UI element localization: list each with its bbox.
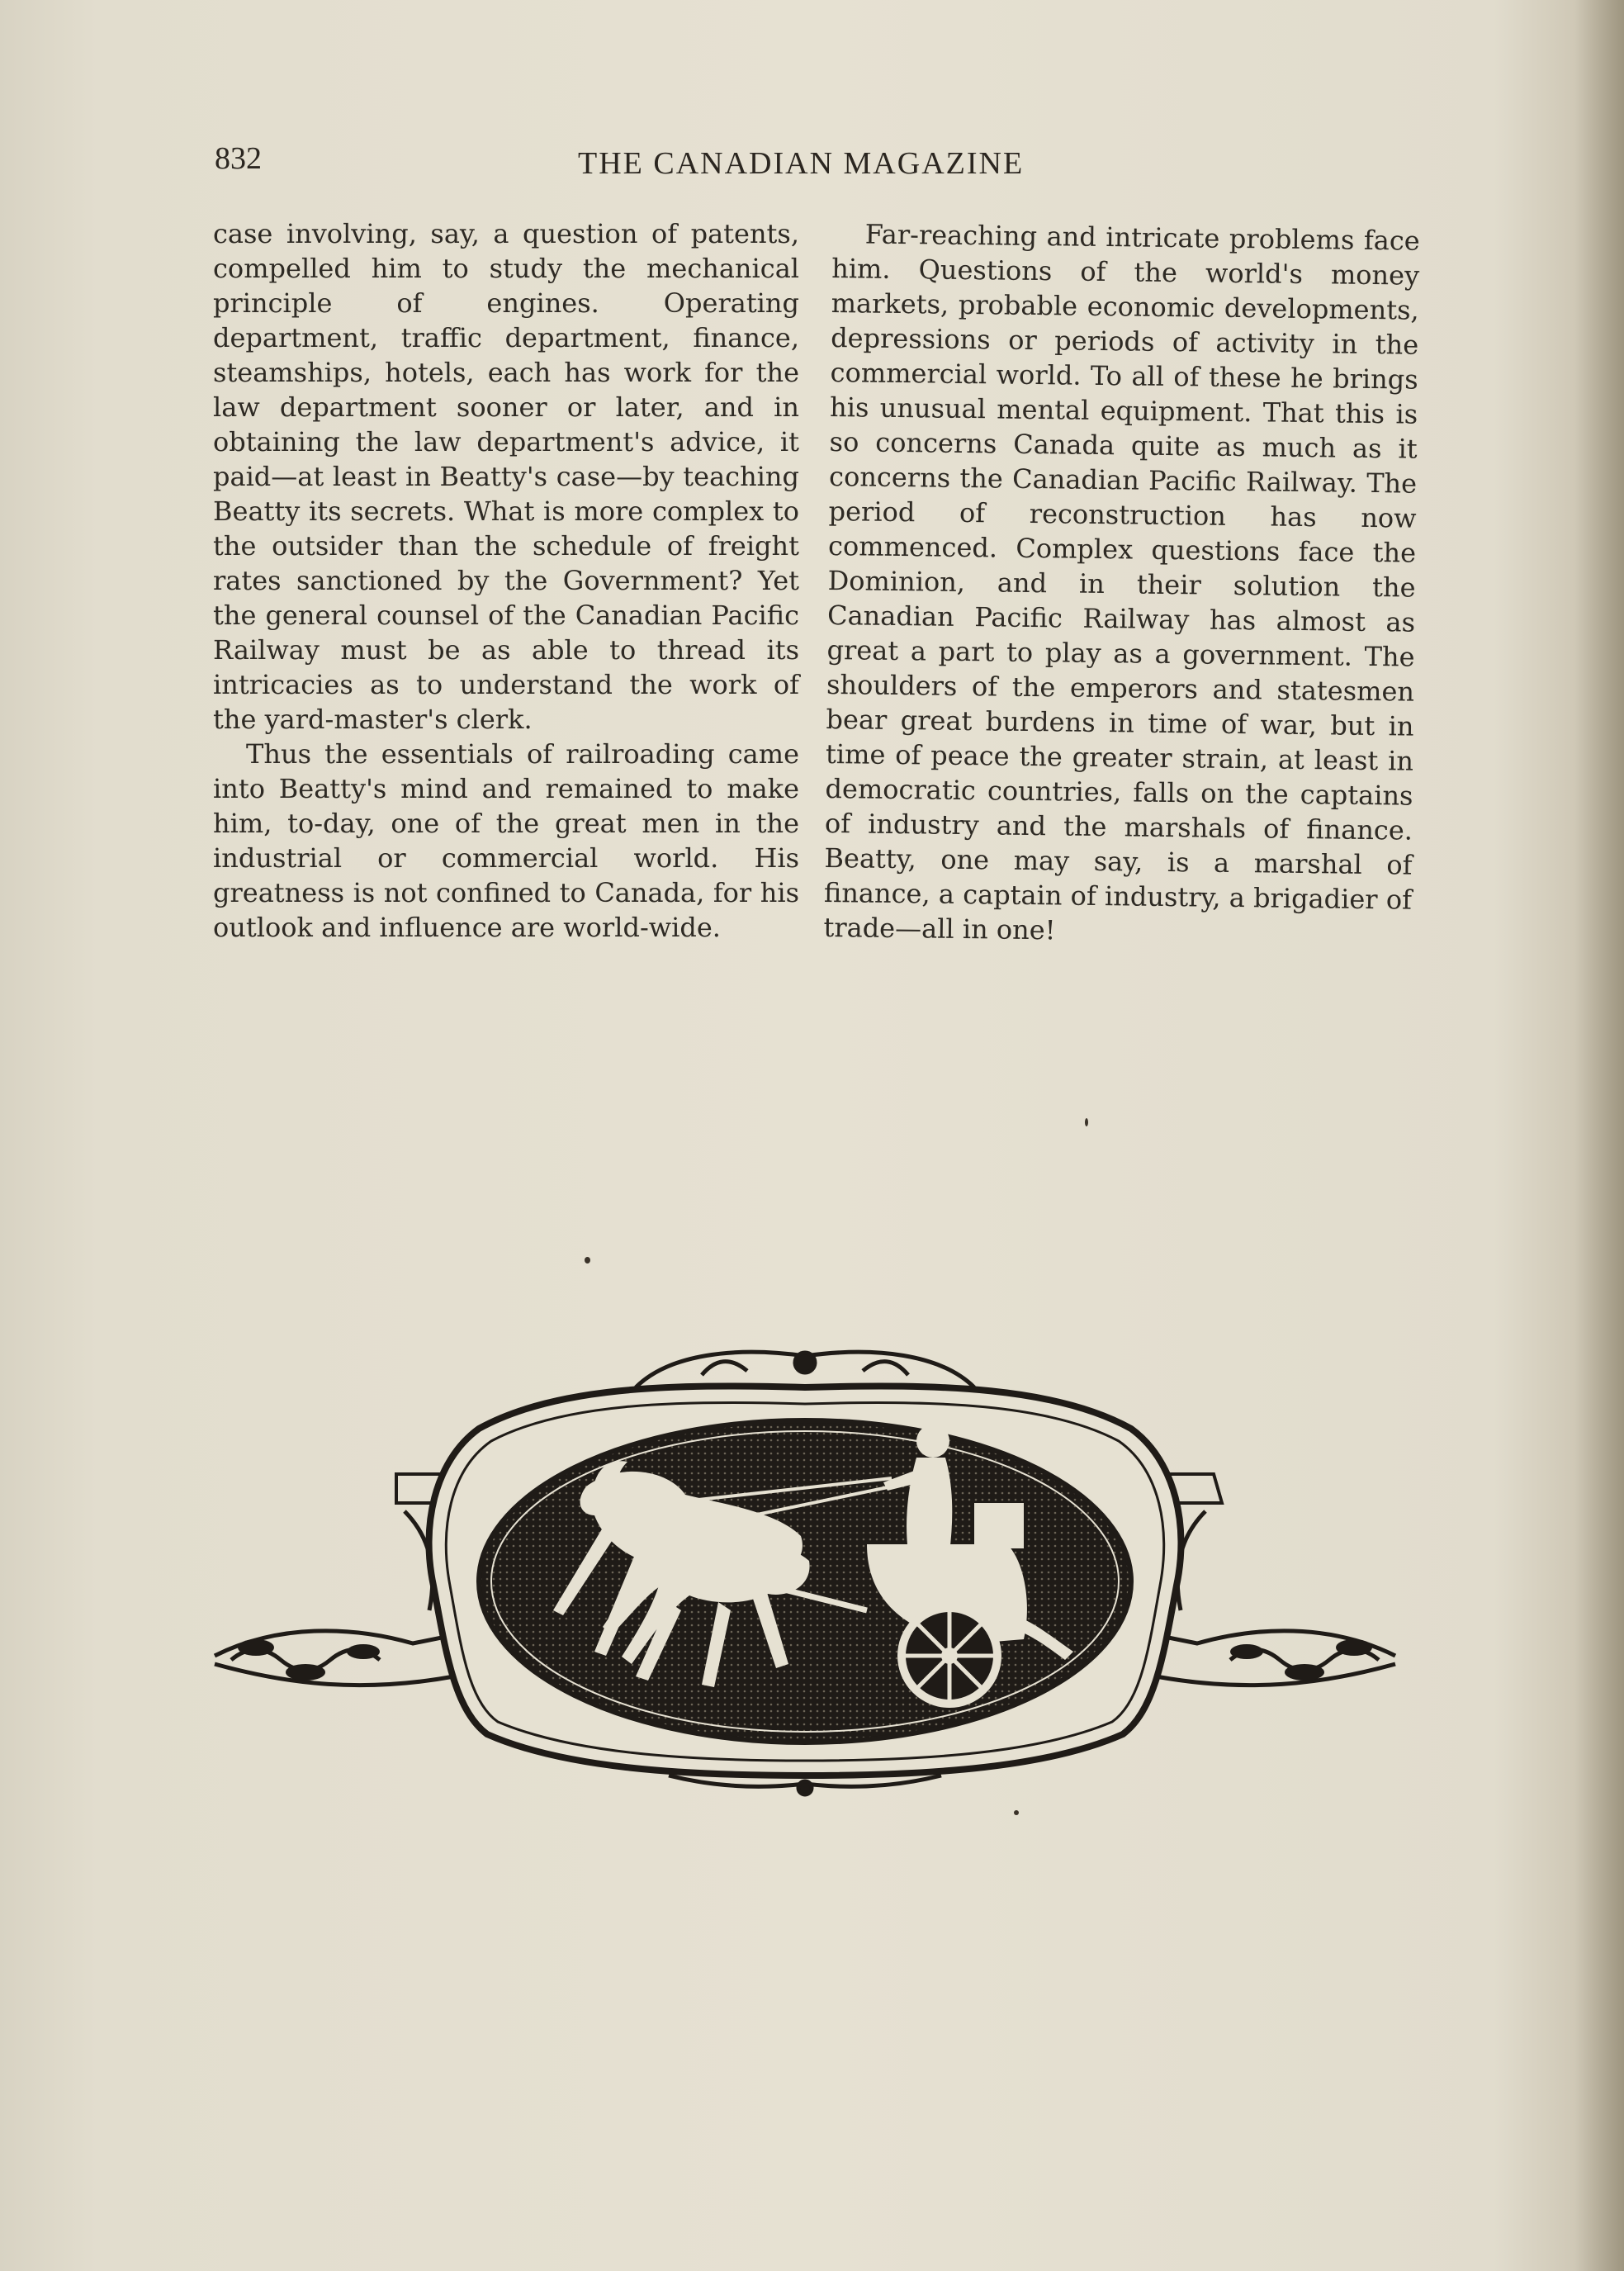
page-number: 832	[215, 141, 262, 176]
right-paragraph-1: Far-reaching and intricate problems face him. Questions of the world's money markets, probable economic developments, depressions or periods of activity in the commercial world. To all of these he brings his unusual mental equipment. That this is so concerns Canada quite as much as it concerns the Canadian Pacific Railway. The period of reconstruction has now commenced. Complex questions face the Dominion, and in their solution the Canadian Pacific Railway has almost as great a part to play as a government. The shoulders of the emperors and statesmen bear great burdens in time of war, but in time of peace the greater strain, at least in democratic countries, falls on the captains of industry and the marshals of finance. Beatty, one may say, is a marshal of finance, a captain of industry, a brigadier of trade—all in one!	[823, 218, 1420, 946]
left-paragraph-2: Thus the essentials of railroading came into Beatty's mind and remained to make him, to-day, one of the great men in the industrial or commercial world. His greatness is not confined to Canada, for his outlook and influence are world-wide.	[213, 738, 799, 943]
top-crest	[636, 1352, 974, 1387]
chariot-vignette-icon	[206, 1338, 1404, 1800]
page-header	[215, 140, 1090, 190]
right-column	[823, 216, 1420, 952]
running-head: THE CANADIAN MAGAZINE	[578, 146, 1025, 181]
left-paragraph-1: case involving, say, a question of patents, compelled him to study the mechanical principle of engines. Operating department, traffic department, finance, steamships, hotels, each has work for the law department sooner or later, and in obtaining the law department's advice, it paid—at least in Beatty's case—by teaching Beatty its secrets. What is more complex to the outsider than the schedule of freight rates sanctioned by the Government? Yet the general counsel of the Canadian Pacific Railway must be as able to thread its intricacies as to understand the work of the yard-master's clerk.	[213, 218, 799, 735]
ink-speck	[585, 1257, 590, 1264]
left-column	[213, 216, 799, 945]
ink-speck	[1014, 1810, 1019, 1815]
ink-speck	[1085, 1118, 1088, 1126]
spine-shadow	[1574, 0, 1624, 2271]
